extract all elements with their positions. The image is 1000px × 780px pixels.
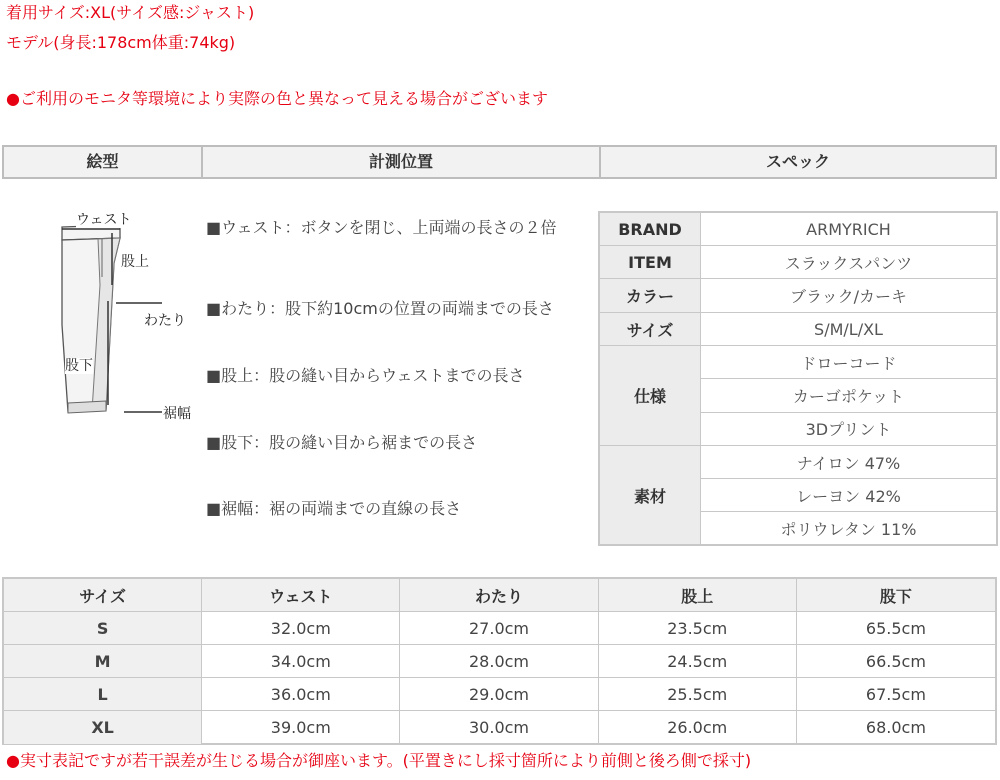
size-cell: L: [4, 678, 202, 710]
measure-waist-text: ■ウェスト：ボタンを閉じ、上両端の長さの２倍: [206, 218, 557, 237]
measure-inseam-text: ■股下：股の縫い目から裾までの長さ: [206, 433, 478, 452]
diagram-label-hem: 裾幅: [163, 406, 191, 422]
spec-value: レーヨン 42%: [701, 479, 996, 512]
header-illustration: 絵型: [4, 147, 203, 177]
table-row: [4, 612, 995, 645]
value-cell: 34.0cm: [202, 645, 400, 677]
diagram-label-rise: 股上: [121, 254, 149, 270]
pants-diagram: [54, 205, 204, 430]
size-table-header: わたり: [400, 579, 598, 611]
value-cell: 28.0cm: [400, 645, 598, 677]
spec-key: 仕様: [600, 346, 701, 445]
table-row: [4, 678, 995, 711]
spec-value: ARMYRICH: [806, 219, 891, 239]
size-table: [2, 577, 997, 745]
value-cell: 67.5cm: [865, 684, 926, 704]
value-cell: 24.5cm: [599, 645, 797, 677]
table-row: [4, 645, 995, 678]
size-table-header: サイズ: [4, 579, 202, 611]
spec-key: BRAND: [600, 213, 701, 245]
spec-value: ポリウレタン 11%: [780, 519, 917, 539]
spec-key: サイズ: [600, 313, 701, 345]
color-notice-text: ●ご利用のモニタ等環境により実際の色と異なって見える場合がございます: [6, 89, 548, 108]
spec-row: [600, 313, 996, 346]
size-table-header: 股上: [599, 579, 797, 611]
section-header-bar: [2, 145, 997, 179]
spec-value: ブラック/カーキ: [789, 287, 908, 306]
spec-row: [600, 446, 996, 544]
diagram-label-waist: ウェスト: [76, 212, 132, 228]
spec-key: 素材: [600, 446, 701, 544]
spec-value: S/M/L/XL: [814, 319, 883, 339]
value-cell: 32.0cm: [202, 612, 400, 644]
spec-row: [600, 246, 996, 279]
size-table-header: 股下: [879, 586, 912, 606]
spec-row: [600, 279, 996, 313]
size-cell: S: [4, 612, 202, 644]
value-cell: 23.5cm: [599, 612, 797, 644]
measure-thigh-text: ■わたり：股下約10cmの位置の両端までの長さ: [206, 299, 554, 318]
measurement-notice-text: ●実寸表記ですが若干誤差が生じる場合が御座います。(平置きにし採寸箇所により前側と後ろ側で採寸): [6, 751, 752, 770]
size-table-header-row: [4, 579, 995, 612]
value-cell: 26.0cm: [599, 711, 797, 744]
wearing-size-text: 着用サイズ:XL(サイズ感:ジャスト): [6, 3, 255, 22]
value-cell: 29.0cm: [400, 678, 598, 710]
diagram-label-thigh: わたり: [144, 313, 186, 329]
value-cell: 27.0cm: [400, 612, 598, 644]
size-table-header: ウェスト: [202, 579, 400, 611]
value-cell: 39.0cm: [202, 711, 400, 744]
header-measure-position: 計測位置: [203, 147, 601, 177]
spec-value: スラックスパンツ: [784, 253, 913, 273]
header-spec: スペック: [765, 151, 830, 171]
model-info-text: モデル(身長:178cm体重:74kg): [6, 33, 236, 52]
spec-value: カーゴポケット: [701, 379, 996, 412]
spec-key: ITEM: [600, 246, 701, 278]
spec-row: [600, 346, 996, 446]
spec-row: [600, 213, 996, 246]
value-cell: 30.0cm: [400, 711, 598, 744]
value-cell: 68.0cm: [865, 718, 926, 737]
measure-hem-text: ■裾幅：裾の両端までの直線の長さ: [206, 499, 462, 518]
spec-value: ナイロン 47%: [701, 446, 996, 479]
value-cell: 36.0cm: [202, 678, 400, 710]
size-cell: XL: [4, 711, 202, 744]
spec-key: カラー: [600, 279, 701, 312]
measure-rise-text: ■股上：股の縫い目からウェストまでの長さ: [206, 366, 525, 385]
table-row: [4, 711, 995, 744]
value-cell: 25.5cm: [599, 678, 797, 710]
value-cell: 65.5cm: [865, 618, 926, 638]
spec-table: [598, 211, 998, 546]
diagram-label-inseam: 股下: [65, 358, 93, 374]
spec-value: ドローコード: [701, 346, 996, 379]
size-cell: M: [4, 645, 202, 677]
value-cell: 66.5cm: [865, 651, 926, 671]
spec-value: 3Dプリント: [805, 420, 892, 440]
